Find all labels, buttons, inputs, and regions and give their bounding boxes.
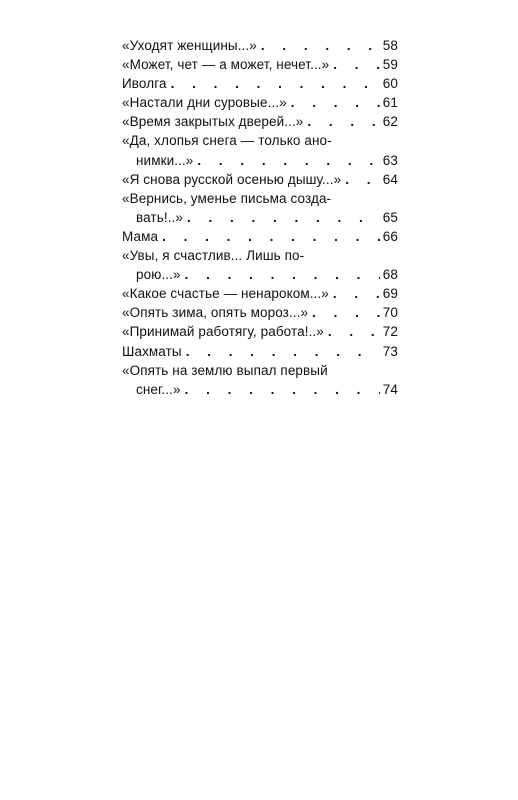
- toc-page-number: 59: [382, 57, 398, 73]
- dot-leader: [193, 151, 380, 170]
- toc-entry: [122, 112, 398, 131]
- toc-entry: [122, 284, 398, 303]
- toc-entry-title: «Какое счастье — ненароком...»: [122, 286, 329, 302]
- toc-entry: [122, 93, 398, 112]
- toc-page-number: 66: [382, 228, 398, 244]
- toc-entry-title-continuation: вать!..»: [136, 209, 184, 225]
- toc-entry-title: «Вернись, уменье письма созда-: [122, 190, 332, 206]
- toc-page-number: 69: [382, 286, 398, 302]
- toc-entry-title: Шахматы: [122, 343, 182, 359]
- toc-entry-title-continuation: снег...»: [136, 381, 181, 397]
- dot-leader: [183, 208, 380, 227]
- toc-page-number: 63: [382, 152, 398, 168]
- dot-leader: [181, 380, 380, 399]
- toc-page-number: 62: [382, 114, 398, 130]
- dot-leader: [341, 170, 380, 189]
- dot-leader: [158, 227, 380, 246]
- dot-leader: [308, 303, 380, 322]
- toc-entry-title: «Увы, я счастлив... Лишь по-: [122, 248, 305, 264]
- toc-entry: [122, 361, 398, 399]
- toc-entry-title: «Время закрытых дверей...»: [122, 114, 304, 130]
- toc-page-number: 70: [382, 305, 398, 321]
- dot-leader: [182, 342, 380, 361]
- toc-entry: [122, 131, 398, 169]
- toc-entry-title: Мама: [122, 228, 159, 244]
- toc-entry-title: «Да, хлопья снега — только ано-: [122, 133, 332, 149]
- toc-page-number: 68: [382, 267, 398, 283]
- toc-page-number: 60: [382, 76, 398, 92]
- toc-entry: [122, 189, 398, 227]
- toc-entry: [122, 303, 398, 322]
- toc-page-number: 73: [382, 343, 398, 359]
- toc-page-number: 61: [382, 95, 398, 111]
- toc-entry: [122, 227, 398, 246]
- toc-page-number: 65: [382, 209, 398, 225]
- toc-entry: [122, 322, 398, 341]
- dot-leader: [324, 322, 380, 341]
- dot-leader: [287, 93, 380, 112]
- table-of-contents: [122, 36, 398, 399]
- toc-page-number: 72: [382, 324, 398, 340]
- toc-page-number: 74: [382, 381, 398, 397]
- toc-entry: [122, 342, 398, 361]
- toc-entry: [122, 36, 398, 55]
- dot-leader: [257, 36, 380, 55]
- toc-entry: [122, 55, 398, 74]
- toc-entry: [122, 74, 398, 93]
- dot-leader: [167, 74, 380, 93]
- toc-entry-title: «Опять зима, опять мороз...»: [122, 305, 309, 321]
- dot-leader: [181, 265, 380, 284]
- toc-entry-title: «Может, чет — а может, нечет...»: [122, 57, 330, 73]
- dot-leader: [329, 55, 380, 74]
- dot-leader: [303, 112, 380, 131]
- toc-entry: [122, 246, 398, 284]
- toc-page-number: 64: [382, 171, 398, 187]
- toc-entry-title: «Я снова русской осенью дышу...»: [122, 171, 342, 187]
- toc-entry-title: «Принимай работягу, работа!..»: [122, 324, 324, 340]
- toc-entry-title: Иволга: [122, 76, 167, 92]
- toc-entry-title: «Настали дни суровые...»: [122, 95, 287, 111]
- toc-entry-title-continuation: нимки...»: [136, 152, 194, 168]
- toc-entry-title: «Уходят женщины...»: [122, 38, 257, 53]
- toc-entry: [122, 170, 398, 189]
- toc-entry-title-continuation: рою...»: [136, 267, 181, 283]
- toc-page-number: 58: [382, 38, 398, 53]
- toc-entry-title: «Опять на землю выпал первый: [122, 362, 328, 378]
- dot-leader: [329, 284, 380, 303]
